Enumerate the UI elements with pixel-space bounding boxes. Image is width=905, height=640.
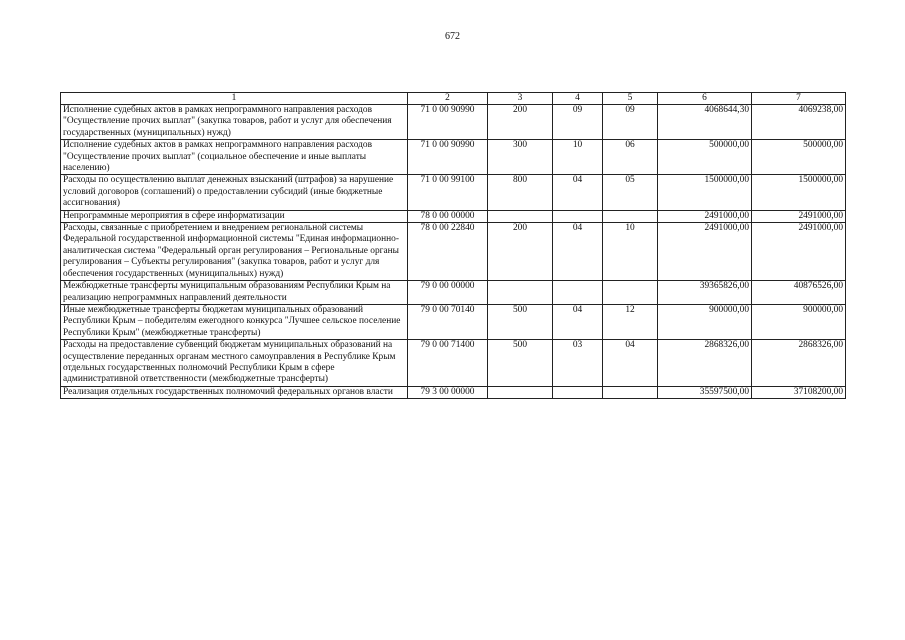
row-description: Реализация отдельных государственных полномочий федеральных органов власти bbox=[61, 386, 408, 398]
col-header-6: 6 bbox=[658, 93, 752, 105]
subsection: 06 bbox=[603, 140, 658, 175]
row-description: Расходы, связанные с приобретением и внедрением региональной системы Федеральной государственной информационной системы "Единая информационно-аналитическая система "Федеральный орган регулирования – Региональные органы регулирования – Субъекты регулирования" (закупка товаров, работ и услуг для обеспечения государственных (муниципальных) нужд) bbox=[61, 223, 408, 281]
subsection: 04 bbox=[603, 340, 658, 387]
expense-type: 800 bbox=[488, 175, 553, 210]
amount-col-6: 2491000,00 bbox=[658, 210, 752, 222]
amount-col-6: 2868326,00 bbox=[658, 340, 752, 387]
expense-type: 500 bbox=[488, 304, 553, 339]
amount-col-6: 500000,00 bbox=[658, 140, 752, 175]
budget-table bbox=[60, 92, 846, 399]
table-row bbox=[61, 386, 846, 398]
target-code: 79 0 00 71400 bbox=[408, 340, 488, 387]
col-header-4: 4 bbox=[553, 93, 603, 105]
target-code: 79 0 00 70140 bbox=[408, 304, 488, 339]
section: 03 bbox=[553, 340, 603, 387]
amount-col-7: 1500000,00 bbox=[752, 175, 846, 210]
table-row bbox=[61, 175, 846, 210]
target-code: 78 0 00 00000 bbox=[408, 210, 488, 222]
row-description: Расходы на предоставление субвенций бюджетам муниципальных образований на осуществление переданных органам местного самоуправления в Республике Крым отдельных государственных полномочий Республики Крым в сфере административной ответственности (межбюджетные трансферты) bbox=[61, 340, 408, 387]
subsection bbox=[603, 281, 658, 305]
expense-type bbox=[488, 210, 553, 222]
table-row bbox=[61, 304, 846, 339]
section: 04 bbox=[553, 304, 603, 339]
amount-col-7: 500000,00 bbox=[752, 140, 846, 175]
amount-col-7: 2491000,00 bbox=[752, 223, 846, 281]
table-row bbox=[61, 140, 846, 175]
col-header-1: 1 bbox=[61, 93, 408, 105]
amount-col-6: 35597500,00 bbox=[658, 386, 752, 398]
row-description: Исполнение судебных актов в рамках непрограммного направления расходов "Осуществление прочих выплат" (закупка товаров, работ и услуг для обеспечения государственных (муниципальных) нужд) bbox=[61, 105, 408, 140]
target-code: 79 0 00 00000 bbox=[408, 281, 488, 305]
section: 09 bbox=[553, 105, 603, 140]
table-row bbox=[61, 281, 846, 305]
section: 04 bbox=[553, 223, 603, 281]
table-row bbox=[61, 210, 846, 222]
target-code: 71 0 00 90990 bbox=[408, 140, 488, 175]
amount-col-6: 900000,00 bbox=[658, 304, 752, 339]
col-header-7: 7 bbox=[752, 93, 846, 105]
col-header-2: 2 bbox=[408, 93, 488, 105]
page-number: 672 bbox=[445, 31, 460, 42]
row-description: Иные межбюджетные трансферты бюджетам муниципальных образований Республики Крым – победителям ежегодного конкурса "Лучшее сельское поселение Республики Крым" (межбюджетные трансферты) bbox=[61, 304, 408, 339]
target-code: 79 3 00 00000 bbox=[408, 386, 488, 398]
subsection bbox=[603, 386, 658, 398]
amount-col-6: 1500000,00 bbox=[658, 175, 752, 210]
expense-type bbox=[488, 386, 553, 398]
subsection: 05 bbox=[603, 175, 658, 210]
target-code: 71 0 00 99100 bbox=[408, 175, 488, 210]
expense-type: 200 bbox=[488, 105, 553, 140]
amount-col-6: 4068644,30 bbox=[658, 105, 752, 140]
subsection bbox=[603, 210, 658, 222]
amount-col-7: 900000,00 bbox=[752, 304, 846, 339]
header-row bbox=[61, 93, 846, 105]
section bbox=[553, 386, 603, 398]
section: 04 bbox=[553, 175, 603, 210]
row-description: Расходы по осуществлению выплат денежных взысканий (штрафов) за нарушение условий договоров (соглашений) о предоставлении субсидий (иные бюджетные ассигнования) bbox=[61, 175, 408, 210]
target-code: 78 0 00 22840 bbox=[408, 223, 488, 281]
row-description: Непрограммные мероприятия в сфере информатизации bbox=[61, 210, 408, 222]
expense-type: 200 bbox=[488, 223, 553, 281]
amount-col-6: 39365826,00 bbox=[658, 281, 752, 305]
expense-type: 500 bbox=[488, 340, 553, 387]
col-header-3: 3 bbox=[488, 93, 553, 105]
amount-col-7: 4069238,00 bbox=[752, 105, 846, 140]
table-row bbox=[61, 105, 846, 140]
section bbox=[553, 210, 603, 222]
subsection: 09 bbox=[603, 105, 658, 140]
amount-col-6: 2491000,00 bbox=[658, 223, 752, 281]
subsection: 10 bbox=[603, 223, 658, 281]
section: 10 bbox=[553, 140, 603, 175]
amount-col-7: 40876526,00 bbox=[752, 281, 846, 305]
amount-col-7: 2491000,00 bbox=[752, 210, 846, 222]
table-row bbox=[61, 223, 846, 281]
expense-type bbox=[488, 281, 553, 305]
target-code: 71 0 00 90990 bbox=[408, 105, 488, 140]
row-description: Исполнение судебных актов в рамках непрограммного направления расходов "Осуществление прочих выплат" (социальное обеспечение и иные выплаты населению) bbox=[61, 140, 408, 175]
amount-col-7: 37108200,00 bbox=[752, 386, 846, 398]
amount-col-7: 2868326,00 bbox=[752, 340, 846, 387]
row-description: Межбюджетные трансферты муниципальным образованиям Республики Крым на реализацию непрограммных направлений деятельности bbox=[61, 281, 408, 305]
expense-type: 300 bbox=[488, 140, 553, 175]
table-row bbox=[61, 340, 846, 387]
subsection: 12 bbox=[603, 304, 658, 339]
section bbox=[553, 281, 603, 305]
col-header-5: 5 bbox=[603, 93, 658, 105]
